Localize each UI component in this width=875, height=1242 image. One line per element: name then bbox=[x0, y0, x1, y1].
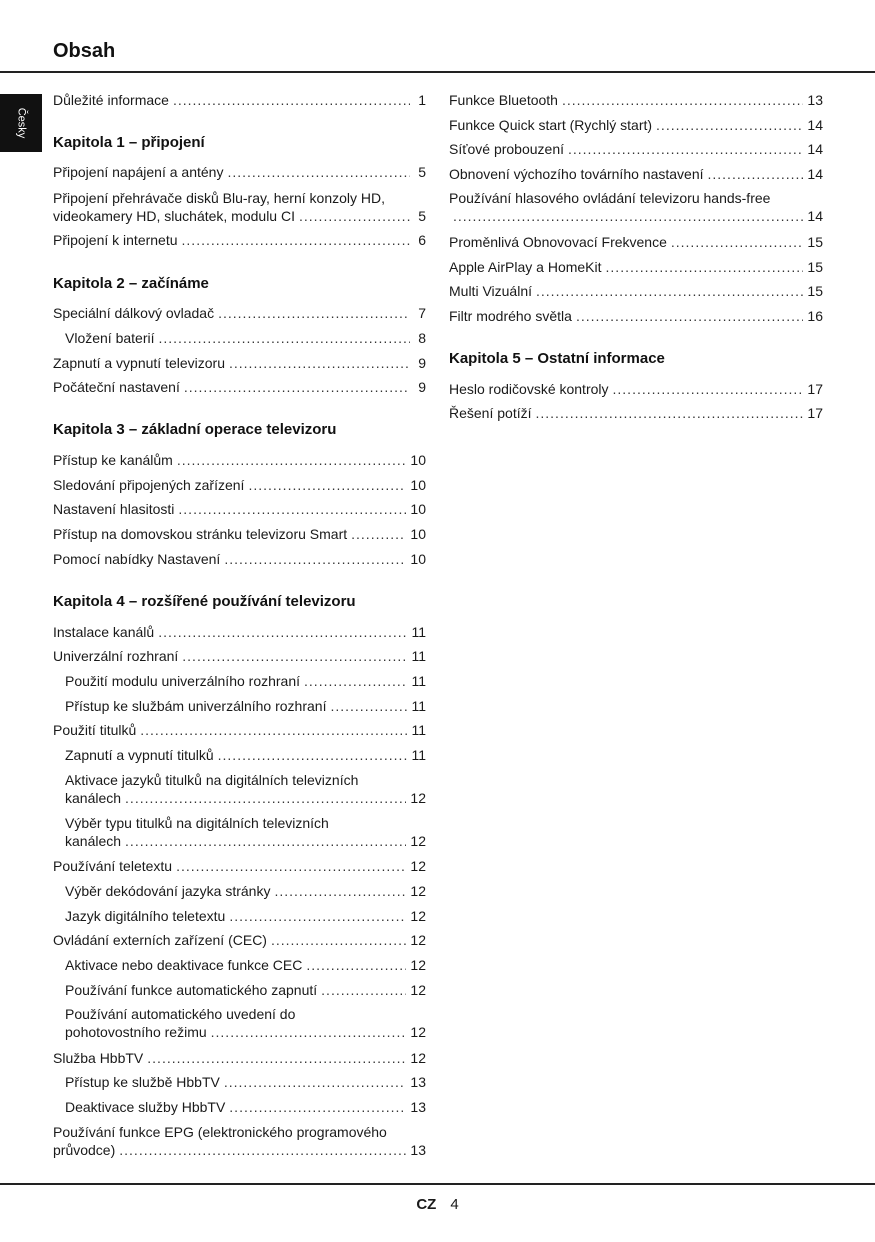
chapter-heading: Kapitola 4 – rozšířené používání televizoru bbox=[53, 593, 356, 610]
toc-entry[interactable]: Obnovení výchozího továrního nastavení ..... 14 bbox=[449, 165, 823, 183]
toc-entry[interactable]: Apple AirPlay a HomeKit ..... 15 bbox=[449, 258, 823, 276]
toc-entry[interactable]: Počáteční nastavení ..... 9 bbox=[53, 378, 426, 396]
footer-page-number: 4 bbox=[450, 1196, 459, 1213]
toc-entry[interactable]: Funkce Quick start (Rychlý start) ..... 14 bbox=[449, 116, 823, 134]
toc-subentry[interactable]: Výběr dekódování jazyka stránky ..... 12 bbox=[65, 882, 426, 900]
language-tab-label: Česky bbox=[15, 107, 27, 139]
toc-entry[interactable]: Filtr modrého světla ..... 16 bbox=[449, 307, 823, 325]
toc-subentry[interactable]: Deaktivace služby HbbTV ..... 13 bbox=[65, 1098, 426, 1116]
toc-subentry[interactable]: Používání automatického uvedení do pohotovostního režimu ..... 12 bbox=[65, 1005, 426, 1041]
toc-entry[interactable]: Služba HbbTV ..... 12 bbox=[53, 1049, 426, 1067]
toc-entry[interactable]: Důležité informace ..... 1 bbox=[53, 91, 426, 109]
toc-entry[interactable]: Speciální dálkový ovladač ..... 7 bbox=[53, 304, 426, 322]
toc-subentry[interactable]: Aktivace jazyků titulků na digitálních televizních kanálech ..... 12 bbox=[65, 771, 426, 807]
toc-entry[interactable]: Univerzální rozhraní ..... 11 bbox=[53, 647, 426, 665]
toc-entry[interactable]: Proměnlivá Obnovovací Frekvence ..... 15 bbox=[449, 233, 823, 251]
toc-entry[interactable]: Používání hlasového ovládání televizoru hands-free ..... 14 bbox=[449, 189, 823, 225]
toc-subentry[interactable]: Přístup ke službám univerzálního rozhraní ..... 11 bbox=[65, 697, 426, 715]
toc-entry[interactable]: Připojení k internetu ..... 6 bbox=[53, 231, 426, 249]
chapter-heading: Kapitola 1 – připojení bbox=[53, 134, 205, 151]
toc-subentry[interactable]: Aktivace nebo deaktivace funkce CEC ..... 12 bbox=[65, 956, 426, 974]
toc-entry[interactable]: Instalace kanálů ..... 11 bbox=[53, 623, 426, 641]
toc-subentry[interactable]: Výběr typu titulků na digitálních televizních kanálech ..... 12 bbox=[65, 814, 426, 850]
toc-entry[interactable]: Funkce Bluetooth ..... 13 bbox=[449, 91, 823, 109]
toc-subentry[interactable]: Jazyk digitálního teletextu ..... 12 bbox=[65, 907, 426, 925]
chapter-heading: Kapitola 2 – začínáme bbox=[53, 275, 209, 292]
top-rule bbox=[0, 71, 875, 73]
toc-subentry[interactable]: Používání funkce automatického zapnutí ..... 12 bbox=[65, 981, 426, 999]
page-footer bbox=[0, 1196, 875, 1213]
toc-entry[interactable]: Připojení přehrávače disků Blu-ray, herní konzoly HD, videokamery HD, sluchátek, modulu CI ..... 5 bbox=[53, 189, 426, 225]
toc-subentry[interactable]: Vložení baterií ..... 8 bbox=[65, 329, 426, 347]
chapter-heading: Kapitola 3 – základní operace televizoru bbox=[53, 421, 337, 438]
toc-entry[interactable]: Nastavení hlasitosti ..... 10 bbox=[53, 500, 426, 518]
toc-entry[interactable]: Přístup ke kanálům ..... 10 bbox=[53, 451, 426, 469]
toc-entry[interactable]: Heslo rodičovské kontroly ..... 17 bbox=[449, 380, 823, 398]
page-title: Obsah bbox=[53, 40, 116, 62]
toc-entry[interactable]: Použití titulků ..... 11 bbox=[53, 721, 426, 739]
footer-language-code: CZ bbox=[416, 1196, 437, 1213]
toc-entry[interactable]: Přístup na domovskou stránku televizoru Smart ..... 10 bbox=[53, 525, 426, 543]
toc-entry[interactable]: Multi Vizuální ..... 15 bbox=[449, 282, 823, 300]
toc-subentry[interactable]: Použití modulu univerzálního rozhraní ..... 11 bbox=[65, 672, 426, 690]
toc-entry[interactable]: Používání funkce EPG (elektronického programového průvodce) ..... 13 bbox=[53, 1123, 426, 1159]
chapter-heading: Kapitola 5 – Ostatní informace bbox=[449, 350, 665, 367]
toc-entry[interactable]: Sledování připojených zařízení ..... 10 bbox=[53, 476, 426, 494]
toc-entry[interactable]: Řešení potíží ..... 17 bbox=[449, 404, 823, 422]
toc-entry[interactable]: Zapnutí a vypnutí televizoru ..... 9 bbox=[53, 354, 426, 372]
bottom-rule bbox=[0, 1183, 875, 1185]
toc-entry[interactable]: Ovládání externích zařízení (CEC) ..... 12 bbox=[53, 931, 426, 949]
language-tab bbox=[0, 94, 42, 152]
toc-entry[interactable]: Pomocí nabídky Nastavení ..... 10 bbox=[53, 550, 426, 568]
toc-subentry[interactable]: Přístup ke službě HbbTV ..... 13 bbox=[65, 1073, 426, 1091]
toc-subentry[interactable]: Zapnutí a vypnutí titulků ..... 11 bbox=[65, 746, 426, 764]
toc-entry[interactable]: Síťové probouzení ..... 14 bbox=[449, 140, 823, 158]
toc-entry[interactable]: Používání teletextu ..... 12 bbox=[53, 857, 426, 875]
toc-entry[interactable]: Připojení napájení a antény ..... 5 bbox=[53, 163, 426, 181]
